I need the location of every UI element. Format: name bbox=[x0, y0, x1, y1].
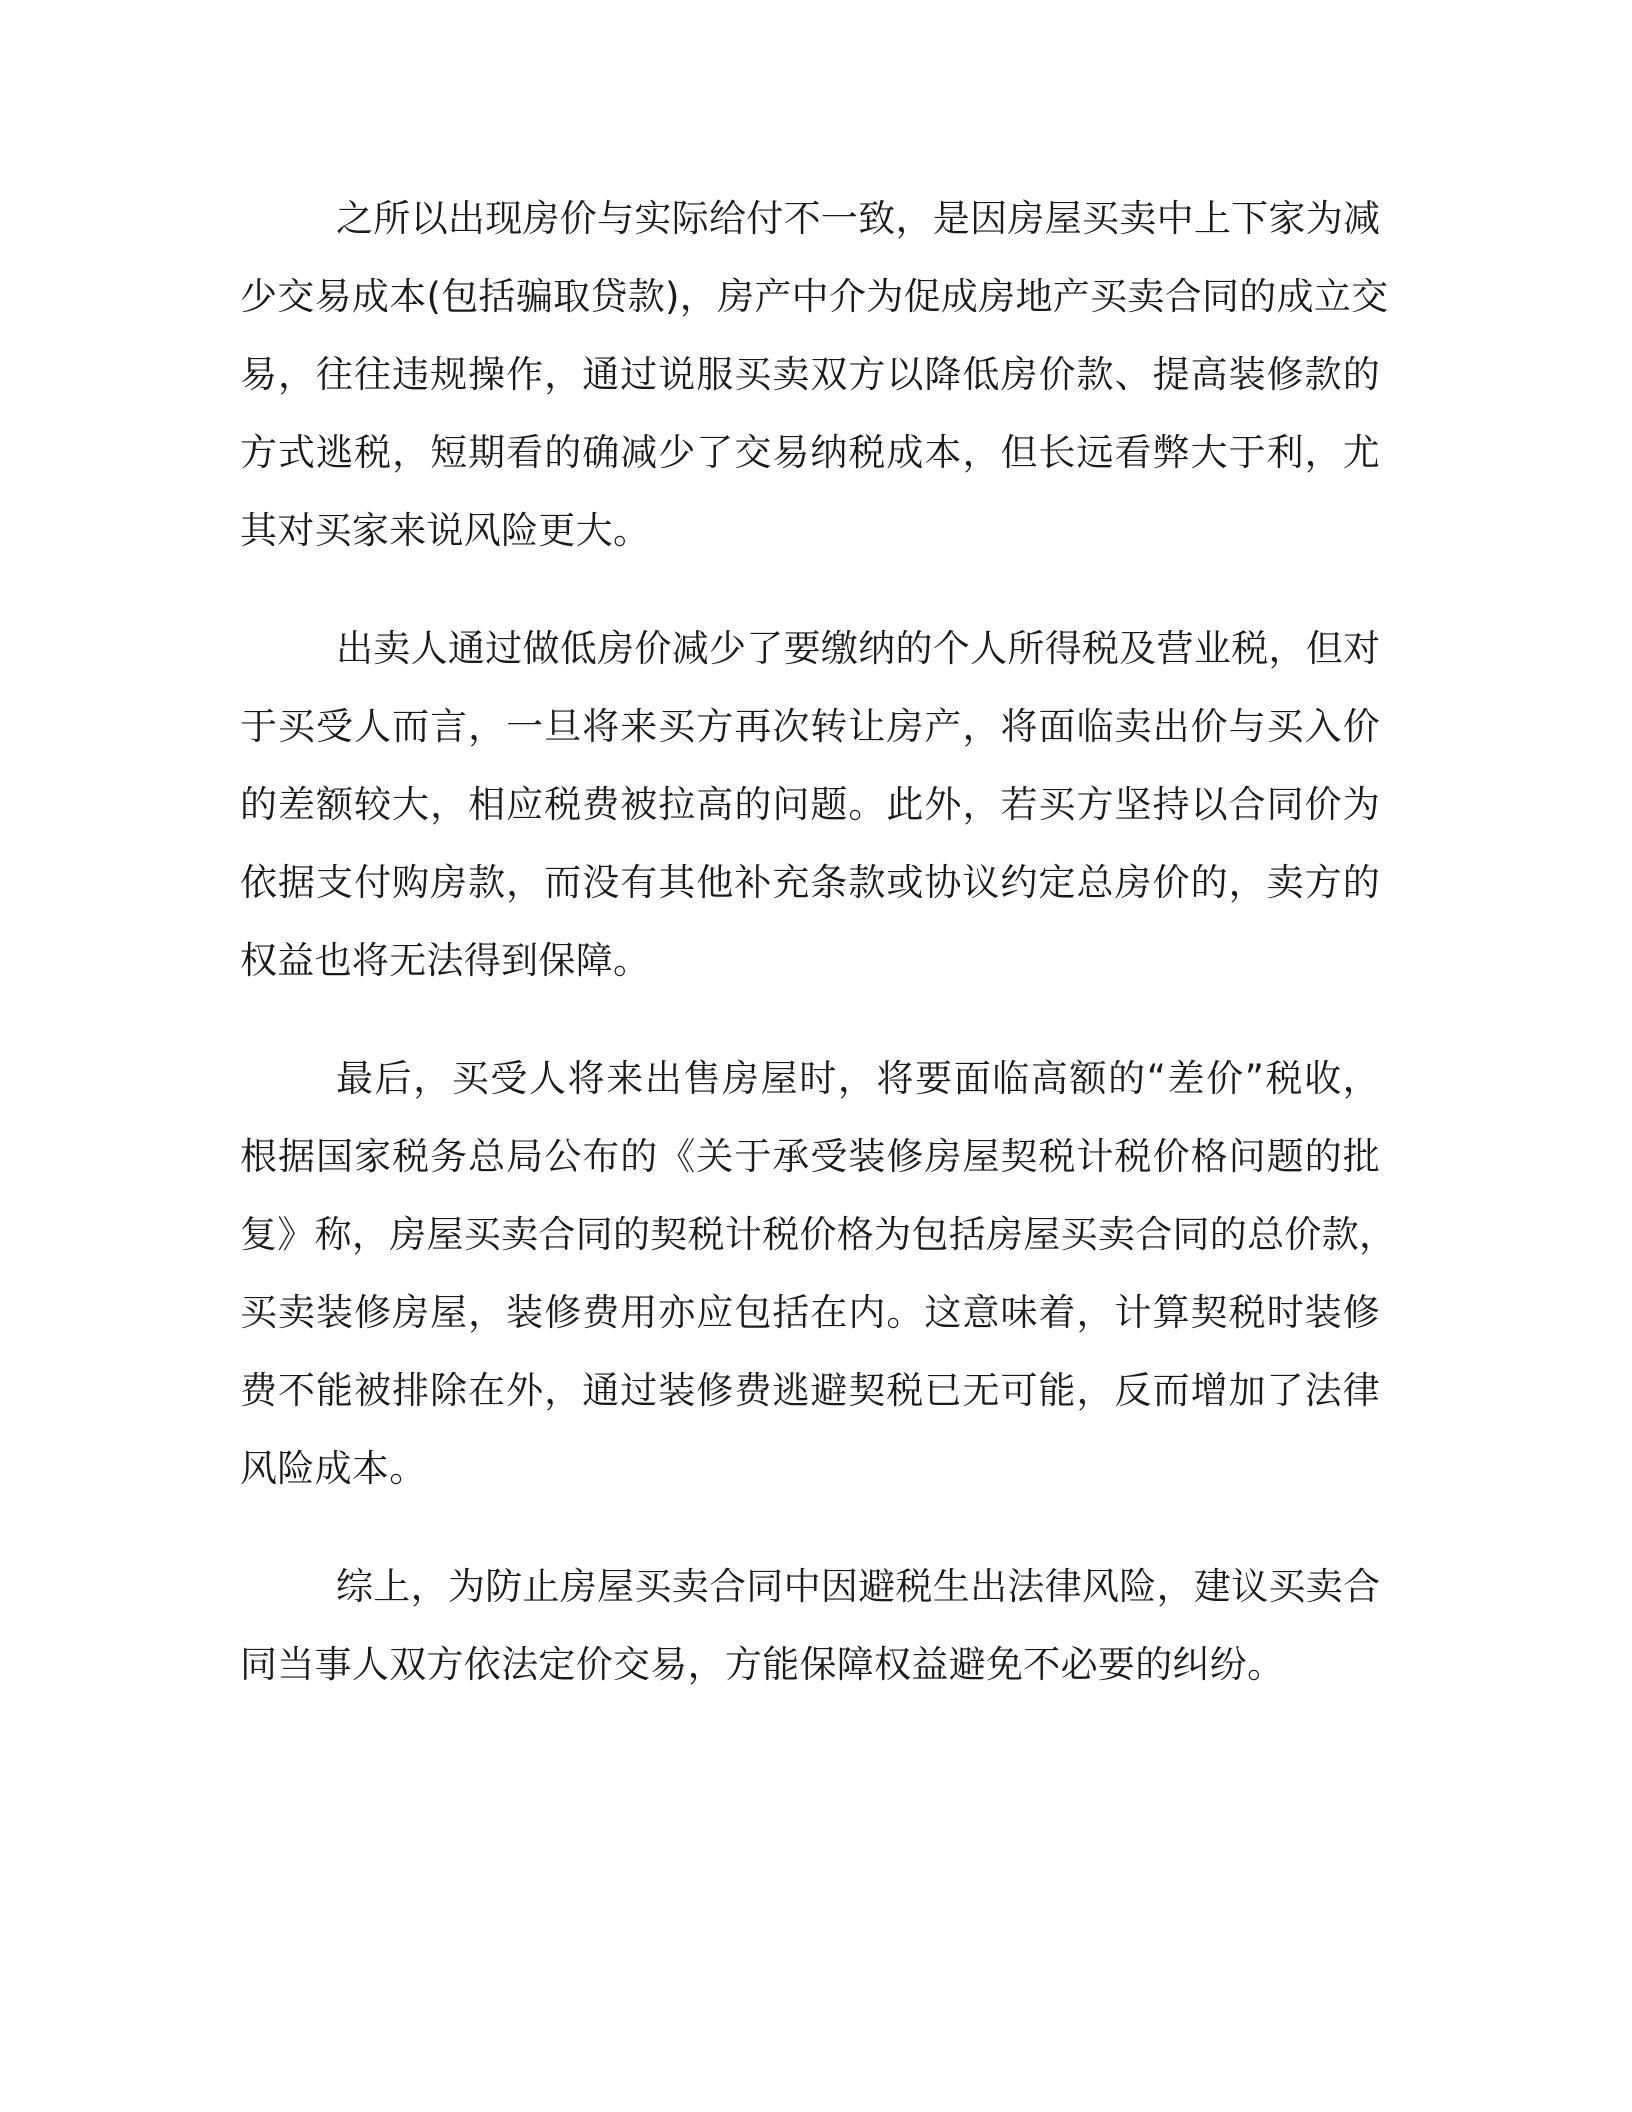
paragraph-line: 其对买家来说风险更大。 bbox=[240, 509, 651, 552]
document-body bbox=[240, 180, 1397, 1744]
paragraph-line: 最后，买受人将来出售房屋时，将要面临高额的“差价”税收， bbox=[336, 1057, 1380, 1100]
paragraph-2 bbox=[240, 610, 1380, 1000]
paragraph-4 bbox=[240, 1548, 1380, 1704]
paragraph-line: 的差额较大，相应税费被拉高的问题。此外，若买方坚持以合同价为 bbox=[240, 783, 1380, 826]
paragraph-line: 费不能被排除在外，通过装修费逃避契税已无可能，反而增加了法律 bbox=[240, 1369, 1380, 1412]
paragraph-line: 方式逃税，短期看的确减少了交易纳税成本，但长远看弊大于利，尤 bbox=[240, 431, 1380, 474]
paragraph-line: 依据支付购房款，而没有其他补充条款或协议约定总房价的，卖方的 bbox=[240, 861, 1380, 904]
paragraph-line: 买卖装修房屋，装修费用亦应包括在内。这意味着，计算契税时装修 bbox=[240, 1291, 1380, 1334]
paragraph-line: 复》称，房屋买卖合同的契税计税价格为包括房屋买卖合同的总价款， bbox=[240, 1213, 1397, 1256]
paragraph-1 bbox=[240, 180, 1389, 570]
paragraph-line: 根据国家税务总局公布的《关于承受装修房屋契税计税价格问题的批 bbox=[240, 1135, 1380, 1178]
paragraph-line: 风险成本。 bbox=[240, 1447, 427, 1490]
paragraph-line: 少交易成本(包括骗取贷款)，房产中介为促成房地产买卖合同的成立交 bbox=[240, 275, 1389, 318]
paragraph-line: 权益也将无法得到保障。 bbox=[240, 939, 651, 982]
paragraph-line: 于买受人而言，一旦将来买方再次转让房产，将面临卖出价与买入价 bbox=[240, 705, 1380, 748]
paragraph-line: 综上，为防止房屋买卖合同中因避税生出法律风险，建议买卖合 bbox=[336, 1565, 1381, 1608]
paragraph-line: 易，往往违规操作，通过说服买卖双方以降低房价款、提高装修款的 bbox=[240, 353, 1380, 396]
paragraph-3 bbox=[240, 1040, 1397, 1508]
paragraph-line: 出卖人通过做低房价减少了要缴纳的个人所得税及营业税，但对 bbox=[336, 627, 1381, 670]
paragraph-line: 之所以出现房价与实际给付不一致，是因房屋买卖中上下家为减 bbox=[336, 197, 1381, 240]
paragraph-line: 同当事人双方依法定价交易，方能保障权益避免不必要的纠纷。 bbox=[240, 1643, 1285, 1686]
